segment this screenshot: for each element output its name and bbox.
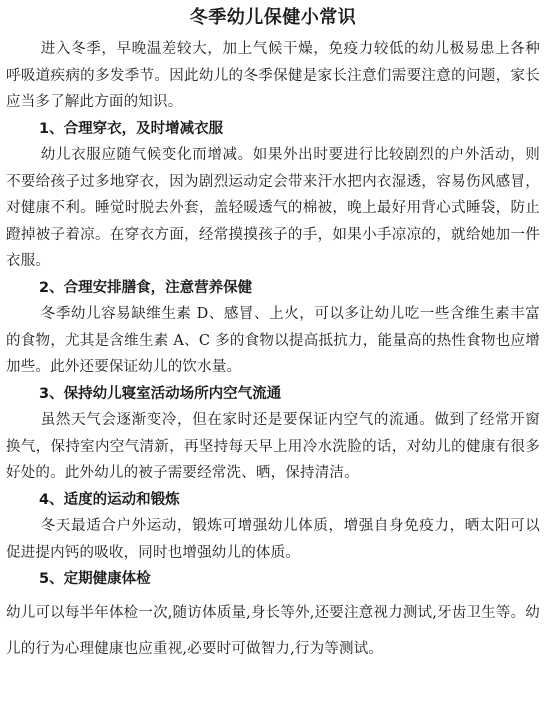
- section-heading-2: 2、合理安排膳食，注意营养保健: [39, 279, 253, 296]
- section-body-4: 冬天最适合户外运动，锻炼可增强幼儿体质，增强自身免疫力，晒太阳可以促进提内钙的吸收，同时也增强幼儿的体质。: [6, 518, 540, 561]
- section-body-3: 虽然天气会逐渐变冷，但在家时还是要保证内空气的流通。做到了经常开窗换气，保持室内空气清新，再坚持每天早上用冷水洗脸的话，对幼儿的健康有很多好处的。此外幼儿的被子需要经常洗、晒，保持清洁。: [6, 412, 540, 481]
- section-heading-1: 1、合理穿衣，及时增减衣服: [39, 120, 224, 137]
- section-body-1: 幼儿衣服应随气候变化而增减。如果外出时要进行比较剧烈的户外活动，则不要给孩子过多地穿衣，因为剧烈运动定会带来汗水把内衣湿透，容易伤风感冒，对健康不利。睡觉时脱去外套，盖轻暖透气的棉被，晚上最好用背心式睡袋，防止蹬掉被子着凉。在穿衣方面，经常摸摸孩子的手，如果小手凉凉的，就给她加一件衣服。: [6, 147, 540, 269]
- section-body-2: 冬季幼儿容易缺维生素 D、感冒、上火，可以多让幼儿吃一些含维生素丰富的食物，尤其是含维生素 A、C 多的食物以提高抵抗力，能量高的热性食物也应增加些。此外还要保证幼儿的饮水量。: [6, 306, 540, 375]
- intro-paragraph: 进入冬季，早晚温差较大，加上气候干燥，免疫力较低的幼儿极易患上各种呼吸道疾病的多发季节。因此幼儿的冬季保健是家长注意们需要注意的问题，家长应当多了解此方面的知识。: [6, 41, 540, 110]
- section-body-5: 幼儿可以每半年体检一次,随访体质量,身长等外,还要注意视力测试,牙齿卫生等。幼儿的行为心理健康也应重视,必要时可做智力,行为等测试。: [6, 604, 540, 657]
- document-title: 冬季幼儿保健小常识: [189, 7, 357, 28]
- section-heading-5: 5、定期健康体检: [39, 571, 151, 587]
- section-heading-3: 3、保持幼儿寝室活动场所内空气流通: [39, 385, 282, 402]
- section-heading-4: 4、适度的运动和锻炼: [39, 491, 180, 508]
